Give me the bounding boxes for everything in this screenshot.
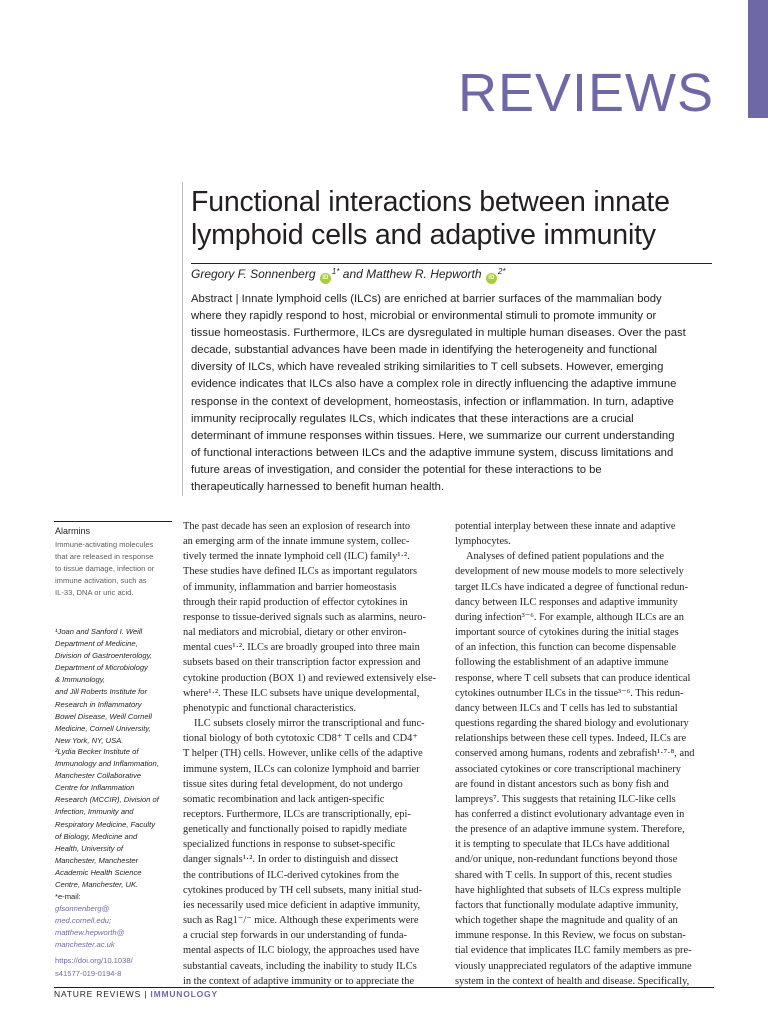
affiliation-line: Manchester, Manchester <box>55 855 139 865</box>
body-line: Analyses of defined patient populations and the <box>466 551 664 563</box>
body-line: lampreys⁷. This suggests that retaining ILC-like cells <box>455 793 676 805</box>
body-line: immune system, ILCs can colonize lymphoid and barrier <box>183 763 420 775</box>
body-line: cytokines produced by TH cell subsets, many initial stud- <box>183 884 423 896</box>
body-line: T helper (TH) cells. However, unlike cells of the adaptive <box>183 748 423 760</box>
author-connector: and <box>342 267 363 281</box>
body-line: specialized functions in response to subset-specific <box>183 839 396 851</box>
affiliation-line: of Biology, Medicine and <box>55 831 138 841</box>
body-line: the contributions of ILC-derived cytokines from the <box>183 869 399 881</box>
abstract-line: Abstract | Innate lymphoid cells (ILCs) are enriched at barrier surfaces of the mammalian body <box>191 293 662 305</box>
affiliation-2 <box>55 746 175 891</box>
sidebar-rule <box>54 521 172 522</box>
body-line: somatic recombination and lack antigen-specific <box>183 793 385 805</box>
footer-separator: | <box>141 989 151 999</box>
email-label: *e-mail: <box>55 892 81 901</box>
affiliation-line: Health, University of <box>55 843 123 853</box>
body-line: target ILCs have indicated a degree of functional redun- <box>455 581 688 593</box>
abstract <box>191 291 716 496</box>
definition-line: IL-33, DNA or uric acid. <box>55 588 134 597</box>
body-line: These studies have defined ILCs as important regulators <box>183 566 418 578</box>
abstract-line: immunity reciprocally regulates ILCs, which indicates that these interactions are a crucial <box>191 412 634 425</box>
affiliation-line: New York, NY, USA. <box>55 735 124 745</box>
body-line: of immunity, inflammation and barrier homeostasis <box>183 581 397 593</box>
definition-line: that are released in response <box>55 552 154 561</box>
body-line: system in the context of health and disease. Specifically, <box>455 975 690 987</box>
body-line: associated cytokines or core transcriptional machinery <box>455 763 681 775</box>
orcid-icon[interactable]: iD <box>320 273 331 284</box>
affiliation-marker: 1 <box>331 267 337 276</box>
correspondence <box>55 891 175 980</box>
body-line: relationships between these cell types. Indeed, ILCs are <box>455 733 687 745</box>
body-line: lymphocytes. <box>455 536 511 548</box>
abstract-line: evidence indicates that ILCs also have a complex role in directly influencing the adaptive immune <box>191 378 677 391</box>
page-footer <box>54 989 218 999</box>
body-column-1 <box>183 519 443 989</box>
body-column-2 <box>455 519 715 989</box>
body-line: are found in distant ancestors such as bony fish and <box>455 778 669 790</box>
body-line: receptors. Furthermore, ILCs are transcriptionally, epi- <box>183 808 411 820</box>
abstract-line: response in the context of development, homeostasis, infection or inflammation. In turn, adaptive <box>191 395 674 408</box>
abstract-line: therapeutically harnessed to benefit human health. <box>191 481 445 494</box>
body-line: tively termed the innate lymphoid cell (ILC) family¹·². <box>183 551 410 563</box>
body-line: shared with T cells. In support of this, recent studies <box>455 869 672 881</box>
abstract-line: determinant of immune responses within tissues. Here, we summarize our current understanding <box>191 429 675 442</box>
body-line: conserved among humans, rodents and zebrafish¹·⁷·⁸, and <box>455 748 695 760</box>
body-line: of an infection, this function can become dispensable <box>455 642 677 654</box>
body-line: danger signals¹·². In order to distinguish and dissect <box>183 854 399 866</box>
abstract-line: tissue homeostasis. Furthermore, ILCs are dysregulated in multiple human diseases. Over the past <box>191 327 686 340</box>
body-line: following the establishment of an adaptive immune <box>455 657 669 669</box>
body-line: tional biology of both cytotoxic CD8⁺ T cells and CD4⁺ <box>183 733 418 745</box>
body-line: development of new mouse models to more selectively <box>455 566 684 578</box>
body-line: response, where T cell subsets that can produce identical <box>455 672 691 684</box>
affiliation-line: Manchester Collaborative <box>55 771 142 781</box>
definition-line: Immune-activating molecules <box>55 540 154 549</box>
affiliation-line: Respiratory Medicine, Faculty <box>55 819 156 829</box>
journal-section: IMMUNOLOGY <box>150 989 218 999</box>
author-rule <box>191 263 712 264</box>
abstract-line: decade, substantial advances have been made in identifying the heterogeneity and functional <box>191 344 658 357</box>
body-line: has conferred a distinct evolutionary advantage even in <box>455 808 685 820</box>
author-name[interactable]: Gregory F. Sonnenberg <box>191 267 316 281</box>
orcid-icon[interactable]: iD <box>486 273 497 284</box>
body-line: immune response. In this Review, we focus on substan- <box>455 930 686 942</box>
affiliation-line: and Jill Roberts Institute for <box>55 687 148 697</box>
body-line: it is tempting to speculate that ILCs have additional <box>455 839 670 851</box>
affiliation-line: Division of Gastroenterology, <box>55 651 152 661</box>
body-line: nal mediators and microbial, dietary or other environ- <box>183 627 407 639</box>
affiliation-line: Centre for Inflammation <box>55 783 135 793</box>
affiliation-line: Academic Health Science <box>55 867 142 877</box>
affiliation-marker: 2 <box>497 267 503 276</box>
body-line: subsets based on their transcription factor expression and <box>183 657 421 669</box>
body-line: an emerging arm of the innate immune system, collec- <box>183 536 410 548</box>
body-line: factors that functionally modulate adaptive immunity, <box>455 899 679 911</box>
body-line: during infection³⁻⁶. For example, although ILCs are an <box>455 611 684 623</box>
body-line: mental cues¹·². ILCs are broadly grouped into three main <box>183 642 420 654</box>
glossary-term: Alarmins <box>55 526 91 536</box>
abstract-line: of functional interactions between ILCs and the adaptive immune system, discuss limitations and <box>191 446 674 459</box>
footer-rule <box>54 987 714 988</box>
title-vertical-rule <box>182 182 183 496</box>
body-line: where¹·². These ILC subsets have unique developmental, <box>183 687 420 699</box>
corresponding-marker: * <box>336 267 340 276</box>
definition-line: to tissue damage, infection or <box>55 564 155 573</box>
affiliation-line: Research in Inflammatory <box>55 699 142 709</box>
affiliation-line: Immunology and Inflammation, <box>55 759 159 769</box>
body-line: substantial caveats, including the inability to study ILCs <box>183 960 417 972</box>
body-line: dancy between ILCs and T cells has led to substantial <box>455 702 678 714</box>
body-line: such as Rag1⁻/⁻ mice. Although these experiments were <box>183 915 419 927</box>
body-line: cytokines outnumber ILCs in the tissue³⁻⁶. This redun- <box>455 687 684 699</box>
title-line: lymphoid cells and adaptive immunity <box>191 219 656 251</box>
body-line: the presence of an adaptive immune system. Therefore, <box>455 824 685 836</box>
title-line: Functional interactions between innate <box>191 186 670 218</box>
author-line <box>191 267 505 284</box>
affiliation-line: Research (MCCIR), Division of <box>55 795 159 805</box>
journal-name: NATURE REVIEWS <box>54 989 142 999</box>
affiliation-line: Department of Medicine, <box>55 639 138 649</box>
glossary-definition <box>55 539 175 599</box>
article-title <box>191 186 731 252</box>
body-line: tissue sites during fetal development, do not undergo <box>183 778 403 790</box>
body-line: cytokine production (BOX 1) and reviewed extensively else- <box>183 672 437 684</box>
affiliation-line: Infection, Immunity and <box>55 807 134 817</box>
affiliation-line: Medicine, Cornell University, <box>55 723 151 733</box>
body-line: through their rapid production of effector cytokines in <box>183 596 408 608</box>
body-line: mental aspects of ILC biology, the approaches used have <box>183 945 420 957</box>
abstract-line: where they rapidly respond to host, microbial or environmental stimuli to promote immunity or <box>191 310 657 323</box>
affiliation-line: Centre, Manchester, UK. <box>55 880 139 890</box>
body-line: viously unappreciated regulators of the adaptive immune <box>455 960 692 972</box>
corresponding-marker: * <box>502 267 506 276</box>
section-label: REVIEWS <box>457 63 714 123</box>
affiliation-1 <box>55 626 175 747</box>
body-line: dancy between ILC responses and adaptive immunity <box>455 596 678 608</box>
body-line: genetically and functionally poised to rapidly mediate <box>183 824 407 836</box>
body-line: in the context of adaptive immunity or to appreciate the <box>183 975 415 987</box>
affiliation-line: Department of Microbiology <box>55 663 148 673</box>
body-line: ILC subsets closely mirror the transcriptional and func- <box>194 718 425 730</box>
body-line: response to tissue-derived signals such as alarmins, neuro- <box>183 611 426 623</box>
body-line: important source of cytokines during the initial stages <box>455 627 679 639</box>
body-line: ies necessarily used mice deficient in adaptive immunity, <box>183 899 421 911</box>
body-line: have highlighted that subsets of ILCs express multiple <box>455 884 681 896</box>
email-line <box>55 891 175 915</box>
email-link[interactable]: matthew.hepworth@ <box>55 928 125 938</box>
abstract-line: diversity of ILCs, which have revealed striking similarities to T cell subsets. However, emerging <box>191 361 664 374</box>
body-line: and/or unique, non-redundant functions beyond those <box>455 854 678 866</box>
abstract-line: future areas of investigation, and consider the potential for these interactions to be <box>191 463 602 476</box>
affiliation-line: ²Lydia Becker Institute of <box>55 747 139 756</box>
body-line: which together shape the magnitude and quality of an <box>455 915 678 927</box>
section-color-tab <box>748 0 768 118</box>
affiliation-line: & Immunology, <box>55 675 106 685</box>
definition-line: immune activation, such as <box>55 576 147 585</box>
doi-link[interactable]: s41577-019-0194-8 <box>55 968 122 978</box>
author-name[interactable]: Matthew R. Hepworth <box>366 267 482 281</box>
affiliation-line: Bowel Disease, Weill Cornell <box>55 711 152 721</box>
affiliation-line: ¹Joan and Sanford I. Weill <box>55 627 143 636</box>
body-line: potential interplay between these innate and adaptive <box>455 521 676 532</box>
body-line: tial evidence that implicates ILC family members as pre- <box>455 945 692 957</box>
email-link[interactable]: manchester.ac.uk <box>55 940 115 950</box>
email-link[interactable]: gfsonnenberg@ <box>55 904 110 914</box>
body-line: phenotypic and functional characteristics. <box>183 702 357 714</box>
body-line: questions regarding the shared biology and evolutionary <box>455 718 689 730</box>
body-line: a crucial step forwards in our understanding of funda- <box>183 930 407 942</box>
doi-link[interactable]: https://doi.org/10.1038/ <box>55 956 133 966</box>
email-link[interactable]: med.cornell.edu; <box>55 916 112 926</box>
body-line: The past decade has seen an explosion of research into <box>183 521 411 532</box>
